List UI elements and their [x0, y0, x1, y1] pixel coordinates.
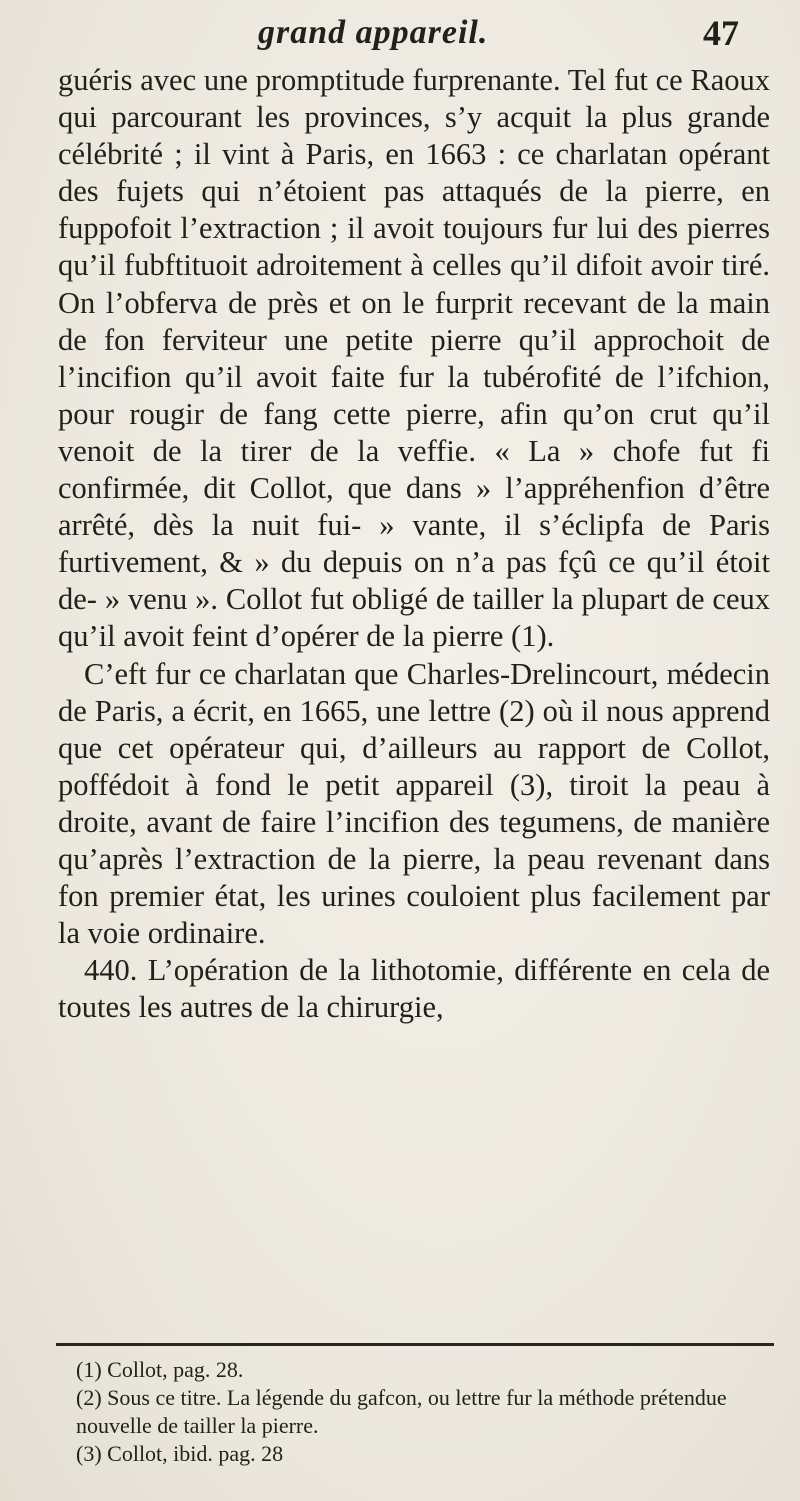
paragraph-1: guéris avec une promptitude furprenante. Tel fut ce Raoux qui parcourant les provinces, s’y acquit la plus grande célébrité ; il vint à Paris, en 1663 : ce charlatan opérant des fujets qui n’étoient pas attaqués de la pierre, en fuppofoit l’extraction ; il avoit toujours fur lui des pierres qu’il fubftituoit adroitement à celles qu’il difoit avoir tiré. On l’obferva de près et on le furprit recevant de la main de fon ferviteur une petite pierre qu’il approchoit de l’incifion qu’il avoit faite fur la tubérofité de l’ifchion, pour rougir de fang cette pierre, afin qu’on crut qu’il venoit de la tirer de la veffie. « La » chofe fut fi confirmée, dit Collot, que dans » l’appréhenfion d’être arrêté, dès la nuit fui- » vante, il s’éclipfa de Paris furtivement, & » du depuis on n’a pas fçû ce qu’il étoit de- » venu ». Collot fut obligé de tailler la plupart de ceux qu’il avoit feint d’opérer de la pierre (1).	[58, 63, 770, 654]
footnotes	[76, 1356, 776, 1468]
footnote-1: (1) Collot, pag. 28.	[76, 1357, 244, 1382]
footnote-3: (3) Collot, ibid. pag. 28	[76, 1441, 284, 1466]
paragraph-2: C’eft fur ce charlatan que Charles-Drelincourt, médecin de Paris, a écrit, en 1665, une lettre (2) où il nous apprend que cet opérateur qui, d’ailleurs au rapport de Collot, poffédoit à fond le petit appareil (3), tiroit la peau à droite, avant de faire l’incifion des tegumens, de manière qu’après l’extraction de la pierre, la peau revenant dans fon premier état, les urines couloient plus facilement par la voie ordinaire.	[58, 656, 770, 951]
footnote-divider	[56, 1343, 774, 1346]
running-head: grand appareil.	[258, 14, 489, 51]
page-number: 47	[703, 13, 739, 53]
page-header	[0, 10, 800, 60]
footnote-2: (2) Sous ce titre. La légende du gafcon, ou lettre fur la méthode prétendue nouvelle de tailler la pierre.	[76, 1385, 727, 1438]
paragraph-3: 440. L’opération de la lithotomie, différente en cela de toutes les autres de la chirurgie,	[58, 953, 770, 1025]
main-text	[58, 62, 770, 1026]
